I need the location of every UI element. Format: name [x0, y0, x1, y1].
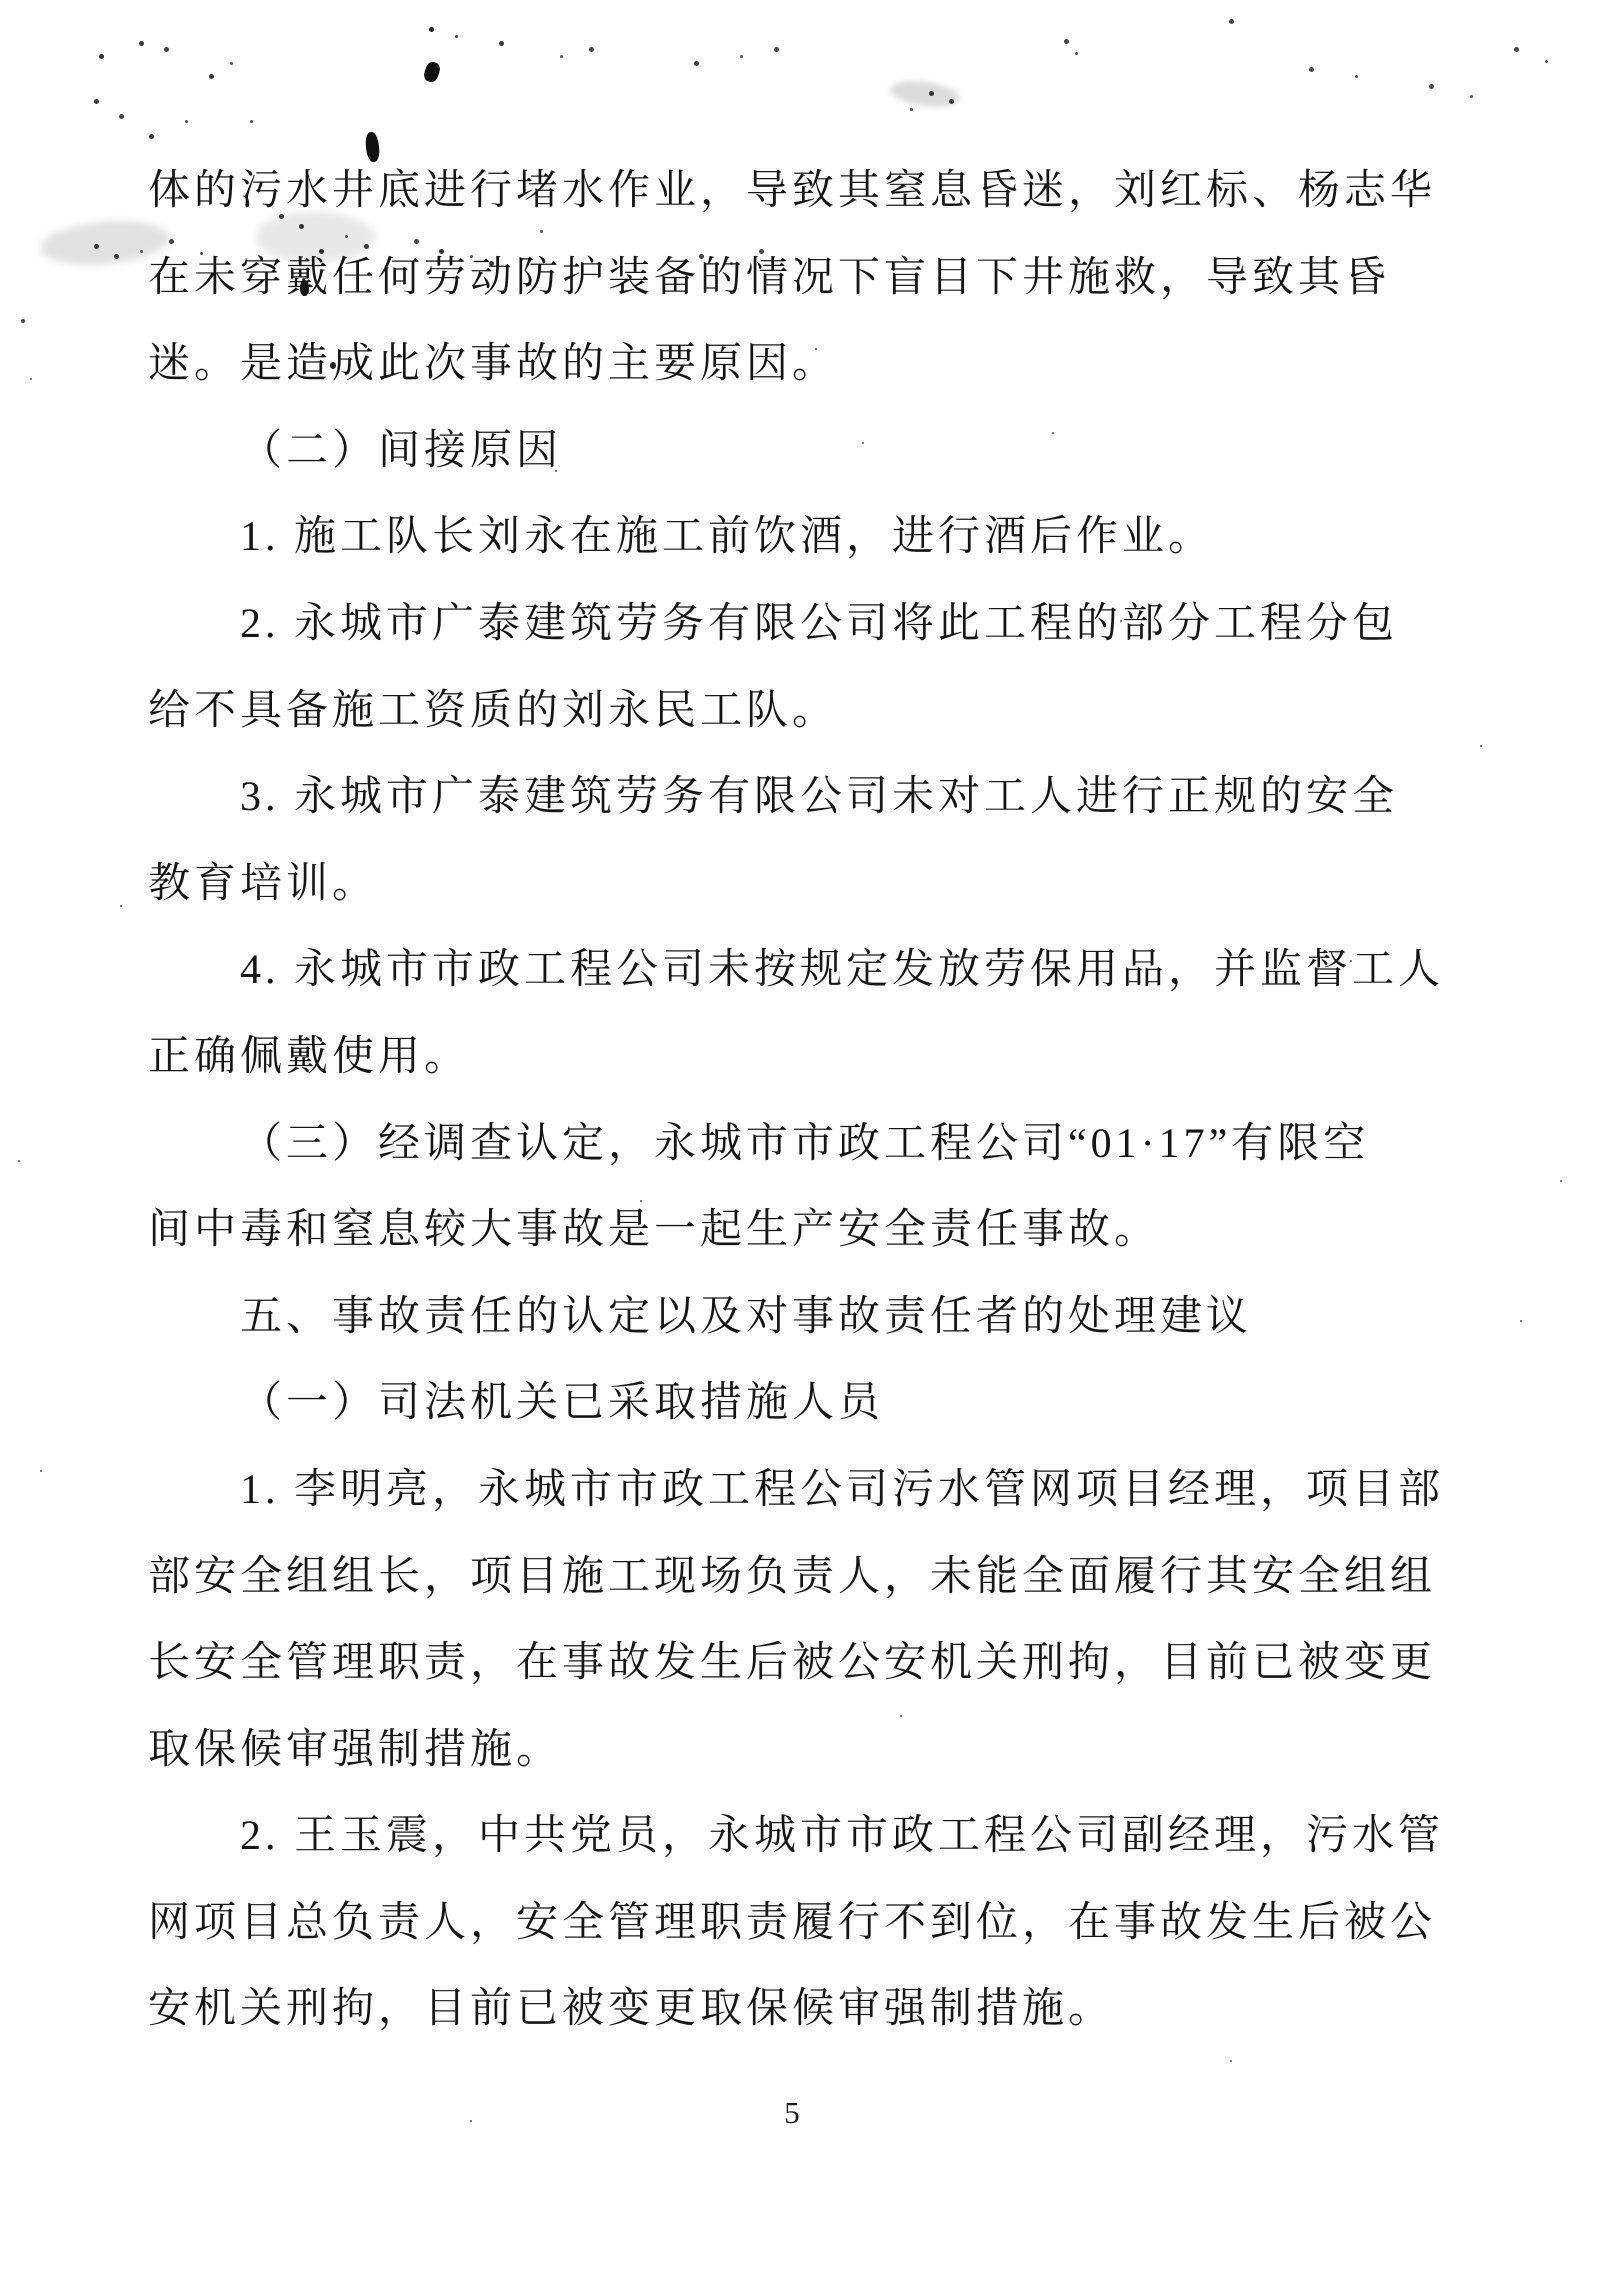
text-line: 2. 王玉震，中共党员，永城市市政工程公司副经理，污水管	[240, 1813, 1445, 1860]
text-line: 1. 施工队长刘永在施工前饮酒，进行酒后作业。	[240, 514, 1215, 561]
scan-noise-speck	[0, 0, 2, 2]
text-line: 体的污水井底进行堵水作业，导致其窒息昏迷，刘红标、杨志华	[148, 168, 1437, 214]
text-line: 4. 永城市市政工程公司未按规定发放劳保用品，并监督工人	[240, 947, 1445, 994]
text-line: 2. 永城市广泰建筑劳务有限公司将此工程的部分工程分包	[240, 600, 1399, 647]
text-line: 间中毒和窒息较大事故是一起生产安全责任事故。	[148, 1207, 1161, 1254]
text-line: （三）经调查认定，永城市市政工程公司“01·17”有限空	[240, 1120, 1370, 1167]
text-line: 教育培训。	[148, 860, 379, 907]
scan-noise-blob	[422, 60, 441, 83]
text-line: 1. 李明亮，永城市市政工程公司污水管网项目经理，项目部	[240, 1466, 1445, 1513]
text-line: 安机关刑拘，目前已被变更取保候审强制措施。	[148, 1986, 1115, 2033]
text-line: 部安全组组长，项目施工现场负责人，未能全面履行其安全组组	[148, 1553, 1437, 1600]
text-line: 长安全管理职责，在事故发生后被公安机关刑拘，目前已被变更	[148, 1640, 1437, 1687]
text-line: 在未穿戴任何劳动防护装备的情况下盲目下井施救，导致其昏	[148, 254, 1391, 301]
scan-smudge	[889, 77, 962, 111]
text-line: 迷。是造成此次事故的主要原因。	[148, 341, 839, 388]
text-line-chapter-heading: 五、事故责任的认定以及对事故责任者的处理建议	[240, 1293, 1253, 1340]
page-number: 5	[784, 2095, 800, 2130]
text-line-section-heading: （二）间接原因	[240, 427, 563, 474]
document-body	[148, 148, 1478, 2053]
text-line-section-heading: （一）司法机关已采取措施人员	[240, 1380, 885, 1427]
text-line: 给不具备施工资质的刘永民工队。	[148, 687, 839, 734]
text-line: 3. 永城市广泰建筑劳务有限公司未对工人进行正规的安全	[240, 774, 1399, 821]
text-line: 网项目总负责人，安全管理职责履行不到位，在事故发生后被公	[148, 1899, 1437, 1946]
text-line: 取保候审强制措施。	[148, 1726, 563, 1773]
text-line: 正确佩戴使用。	[148, 1033, 471, 1080]
